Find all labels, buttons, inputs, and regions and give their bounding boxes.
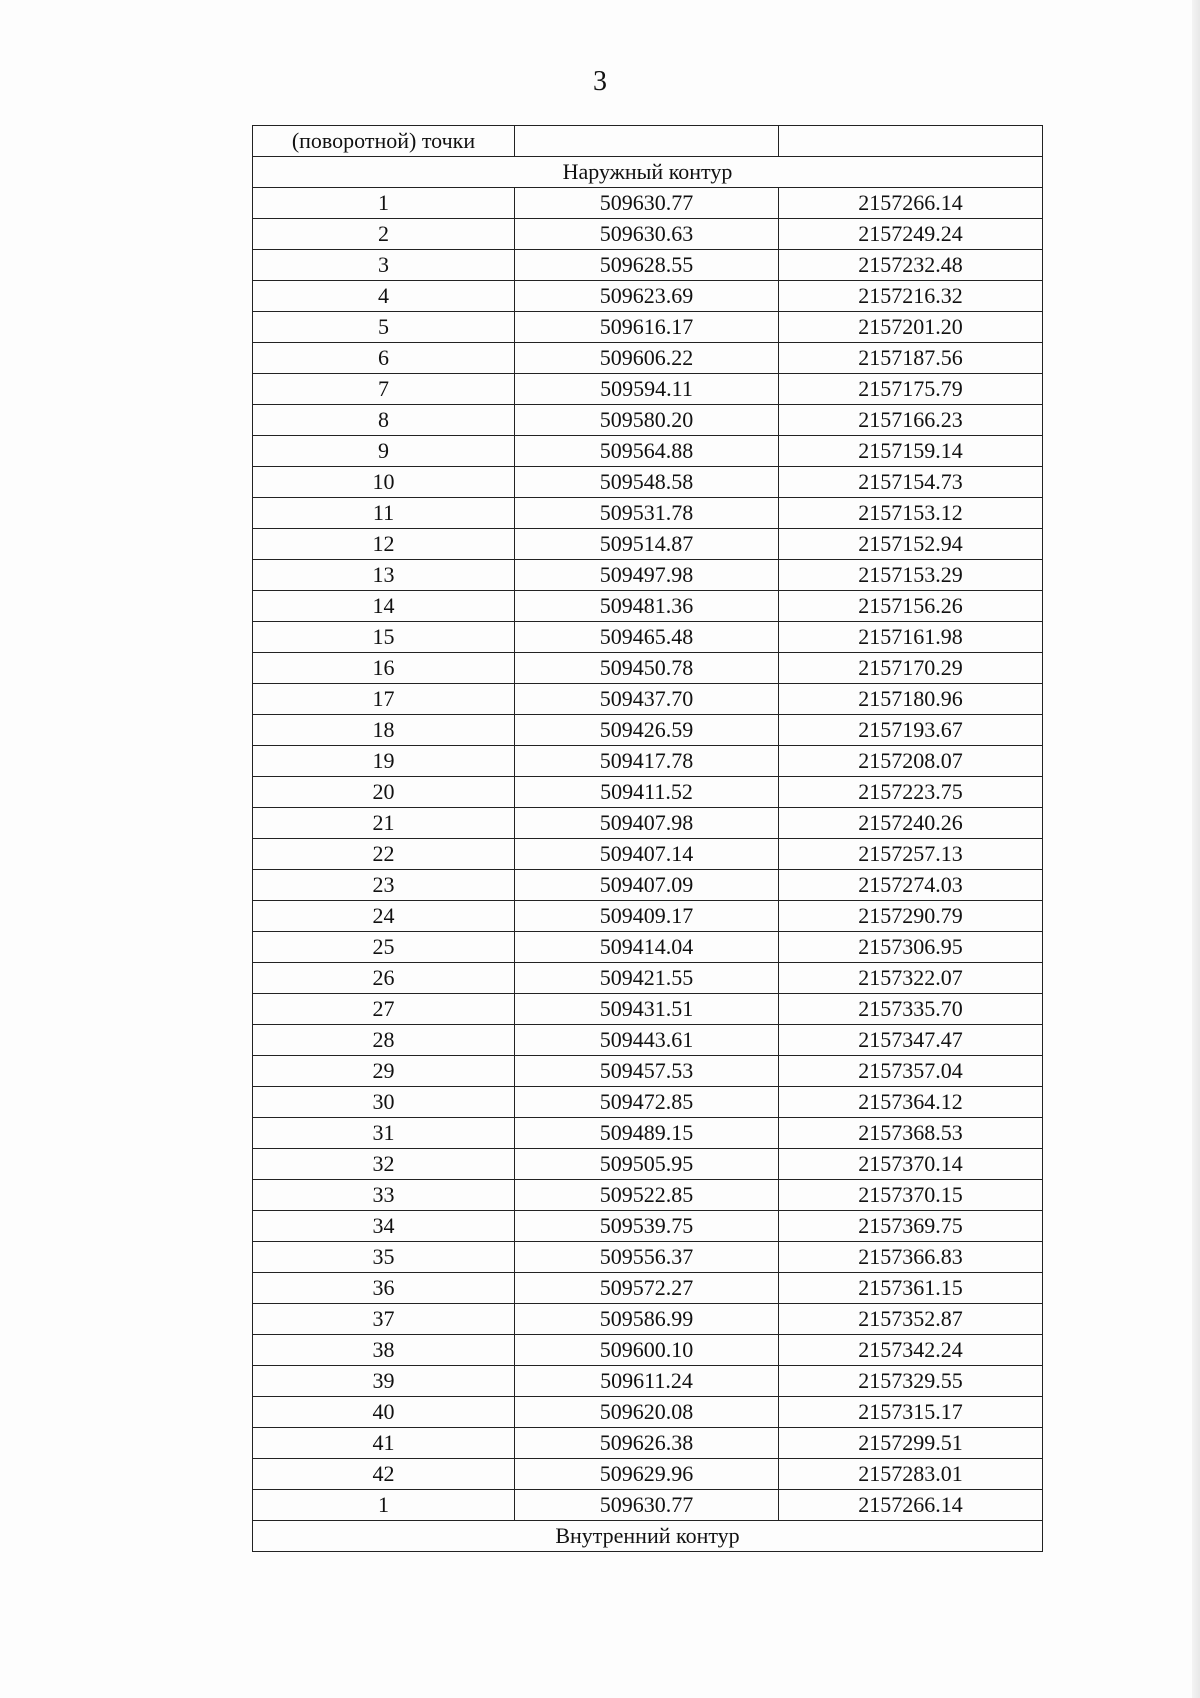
cell-x-coordinate: 509623.69 [515,281,779,312]
cell-y-coordinate: 2157364.12 [779,1087,1043,1118]
cell-y-coordinate: 2157153.29 [779,560,1043,591]
table-row [253,870,1043,901]
cell-y-coordinate: 2157315.17 [779,1397,1043,1428]
cell-x-coordinate: 509407.14 [515,839,779,870]
table-row [253,281,1043,312]
table-row [253,808,1043,839]
cell-y-coordinate: 2157306.95 [779,932,1043,963]
cell-x-coordinate: 509431.51 [515,994,779,1025]
cell-point-number: 37 [253,1304,515,1335]
cell-x-coordinate: 509497.98 [515,560,779,591]
table-row [253,343,1043,374]
cell-point-number: 17 [253,684,515,715]
table-row [253,1180,1043,1211]
cell-point-number: 39 [253,1366,515,1397]
cell-point-number: 1 [253,188,515,219]
cell-x-coordinate: 509564.88 [515,436,779,467]
cell-x-coordinate: 509531.78 [515,498,779,529]
header-cell-y [779,126,1043,157]
cell-y-coordinate: 2157175.79 [779,374,1043,405]
cell-point-number: 30 [253,1087,515,1118]
cell-point-number: 42 [253,1459,515,1490]
cell-y-coordinate: 2157299.51 [779,1428,1043,1459]
cell-x-coordinate: 509421.55 [515,963,779,994]
section-row-inner [253,1521,1043,1552]
cell-point-number: 26 [253,963,515,994]
cell-x-coordinate: 509606.22 [515,343,779,374]
header-cell-x [515,126,779,157]
scan-edge [1192,0,1200,1698]
cell-x-coordinate: 509572.27 [515,1273,779,1304]
table-row [253,1428,1043,1459]
cell-y-coordinate: 2157152.94 [779,529,1043,560]
cell-x-coordinate: 509457.53 [515,1056,779,1087]
cell-point-number: 20 [253,777,515,808]
cell-point-number: 40 [253,1397,515,1428]
cell-y-coordinate: 2157223.75 [779,777,1043,808]
cell-point-number: 8 [253,405,515,436]
table-row [253,1118,1043,1149]
cell-y-coordinate: 2157361.15 [779,1273,1043,1304]
table-row [253,1304,1043,1335]
page-number: 3 [593,66,607,97]
cell-y-coordinate: 2157161.98 [779,622,1043,653]
cell-y-coordinate: 2157156.26 [779,591,1043,622]
cell-point-number: 38 [253,1335,515,1366]
cell-x-coordinate: 509407.98 [515,808,779,839]
table-row [253,653,1043,684]
table-row [253,684,1043,715]
cell-y-coordinate: 2157352.87 [779,1304,1043,1335]
cell-y-coordinate: 2157347.47 [779,1025,1043,1056]
cell-y-coordinate: 2157166.23 [779,405,1043,436]
cell-x-coordinate: 509620.08 [515,1397,779,1428]
cell-x-coordinate: 509426.59 [515,715,779,746]
cell-y-coordinate: 2157335.70 [779,994,1043,1025]
cell-y-coordinate: 2157180.96 [779,684,1043,715]
cell-point-number: 34 [253,1211,515,1242]
table-row [253,1211,1043,1242]
cell-y-coordinate: 2157193.67 [779,715,1043,746]
cell-point-number: 36 [253,1273,515,1304]
cell-x-coordinate: 509409.17 [515,901,779,932]
table-row [253,312,1043,343]
table-row [253,436,1043,467]
cell-y-coordinate: 2157342.24 [779,1335,1043,1366]
cell-point-number: 5 [253,312,515,343]
cell-x-coordinate: 509594.11 [515,374,779,405]
cell-y-coordinate: 2157366.83 [779,1242,1043,1273]
table-row [253,1242,1043,1273]
cell-x-coordinate: 509630.77 [515,1490,779,1521]
cell-point-number: 4 [253,281,515,312]
section-row-outer [253,157,1043,188]
table-row [253,901,1043,932]
cell-y-coordinate: 2157370.15 [779,1180,1043,1211]
cell-y-coordinate: 2157187.56 [779,343,1043,374]
cell-y-coordinate: 2157154.73 [779,467,1043,498]
cell-x-coordinate: 509450.78 [515,653,779,684]
cell-point-number: 11 [253,498,515,529]
cell-x-coordinate: 509465.48 [515,622,779,653]
cell-point-number: 1 [253,1490,515,1521]
cell-x-coordinate: 509580.20 [515,405,779,436]
table-row [253,188,1043,219]
table-row [253,1149,1043,1180]
table-row [253,963,1043,994]
table-row [253,498,1043,529]
table-row [253,839,1043,870]
cell-point-number: 22 [253,839,515,870]
cell-y-coordinate: 2157357.04 [779,1056,1043,1087]
cell-y-coordinate: 2157322.07 [779,963,1043,994]
cell-point-number: 41 [253,1428,515,1459]
table-row [253,1025,1043,1056]
cell-y-coordinate: 2157283.01 [779,1459,1043,1490]
cell-x-coordinate: 509414.04 [515,932,779,963]
cell-point-number: 21 [253,808,515,839]
cell-y-coordinate: 2157290.79 [779,901,1043,932]
cell-x-coordinate: 509586.99 [515,1304,779,1335]
cell-point-number: 9 [253,436,515,467]
table-row [253,1335,1043,1366]
table-row [253,405,1043,436]
cell-point-number: 16 [253,653,515,684]
coordinates-table [252,125,1043,1552]
cell-x-coordinate: 509514.87 [515,529,779,560]
cell-y-coordinate: 2157170.29 [779,653,1043,684]
cell-point-number: 14 [253,591,515,622]
cell-point-number: 13 [253,560,515,591]
table-row [253,1366,1043,1397]
cell-point-number: 29 [253,1056,515,1087]
table-row [253,622,1043,653]
coordinates-table-body [253,126,1043,1552]
cell-point-number: 35 [253,1242,515,1273]
cell-point-number: 27 [253,994,515,1025]
cell-point-number: 19 [253,746,515,777]
cell-point-number: 2 [253,219,515,250]
table-row [253,1087,1043,1118]
cell-y-coordinate: 2157257.13 [779,839,1043,870]
table-row [253,374,1043,405]
table-row [253,219,1043,250]
cell-y-coordinate: 2157232.48 [779,250,1043,281]
cell-y-coordinate: 2157216.32 [779,281,1043,312]
cell-y-coordinate: 2157159.14 [779,436,1043,467]
cell-x-coordinate: 509417.78 [515,746,779,777]
cell-x-coordinate: 509481.36 [515,591,779,622]
cell-point-number: 31 [253,1118,515,1149]
cell-point-number: 6 [253,343,515,374]
table-row [253,529,1043,560]
cell-y-coordinate: 2157249.24 [779,219,1043,250]
cell-point-number: 25 [253,932,515,963]
cell-y-coordinate: 2157240.26 [779,808,1043,839]
cell-x-coordinate: 509411.52 [515,777,779,808]
cell-point-number: 18 [253,715,515,746]
cell-point-number: 23 [253,870,515,901]
table-row [253,560,1043,591]
table-header-row [253,126,1043,157]
table-row [253,746,1043,777]
table-row [253,250,1043,281]
cell-point-number: 24 [253,901,515,932]
table-row [253,777,1043,808]
table-row [253,467,1043,498]
table-row [253,1056,1043,1087]
header-cell-point: (поворотной) точки [253,126,515,157]
table-row [253,1459,1043,1490]
cell-y-coordinate: 2157266.14 [779,1490,1043,1521]
cell-y-coordinate: 2157266.14 [779,188,1043,219]
cell-x-coordinate: 509616.17 [515,312,779,343]
table-row [253,715,1043,746]
table-row [253,1490,1043,1521]
cell-x-coordinate: 509629.96 [515,1459,779,1490]
cell-y-coordinate: 2157329.55 [779,1366,1043,1397]
cell-y-coordinate: 2157274.03 [779,870,1043,901]
cell-point-number: 33 [253,1180,515,1211]
table-row [253,932,1043,963]
cell-y-coordinate: 2157201.20 [779,312,1043,343]
cell-point-number: 10 [253,467,515,498]
cell-point-number: 7 [253,374,515,405]
cell-x-coordinate: 509505.95 [515,1149,779,1180]
cell-x-coordinate: 509472.85 [515,1087,779,1118]
cell-x-coordinate: 509443.61 [515,1025,779,1056]
cell-point-number: 32 [253,1149,515,1180]
cell-y-coordinate: 2157208.07 [779,746,1043,777]
cell-y-coordinate: 2157153.12 [779,498,1043,529]
table-row [253,994,1043,1025]
cell-x-coordinate: 509628.55 [515,250,779,281]
cell-x-coordinate: 509437.70 [515,684,779,715]
cell-point-number: 15 [253,622,515,653]
outer-contour-title: Наружный контур [253,157,1043,188]
cell-x-coordinate: 509522.85 [515,1180,779,1211]
cell-y-coordinate: 2157369.75 [779,1211,1043,1242]
inner-contour-title: Внутренний контур [253,1521,1043,1552]
table-row [253,1397,1043,1428]
cell-x-coordinate: 509626.38 [515,1428,779,1459]
cell-x-coordinate: 509489.15 [515,1118,779,1149]
cell-x-coordinate: 509548.58 [515,467,779,498]
cell-x-coordinate: 509611.24 [515,1366,779,1397]
cell-x-coordinate: 509556.37 [515,1242,779,1273]
cell-point-number: 3 [253,250,515,281]
cell-x-coordinate: 509407.09 [515,870,779,901]
cell-x-coordinate: 509539.75 [515,1211,779,1242]
cell-x-coordinate: 509630.63 [515,219,779,250]
table-row [253,591,1043,622]
cell-point-number: 28 [253,1025,515,1056]
table-row [253,1273,1043,1304]
cell-y-coordinate: 2157370.14 [779,1149,1043,1180]
cell-point-number: 12 [253,529,515,560]
cell-y-coordinate: 2157368.53 [779,1118,1043,1149]
cell-x-coordinate: 509630.77 [515,188,779,219]
cell-x-coordinate: 509600.10 [515,1335,779,1366]
